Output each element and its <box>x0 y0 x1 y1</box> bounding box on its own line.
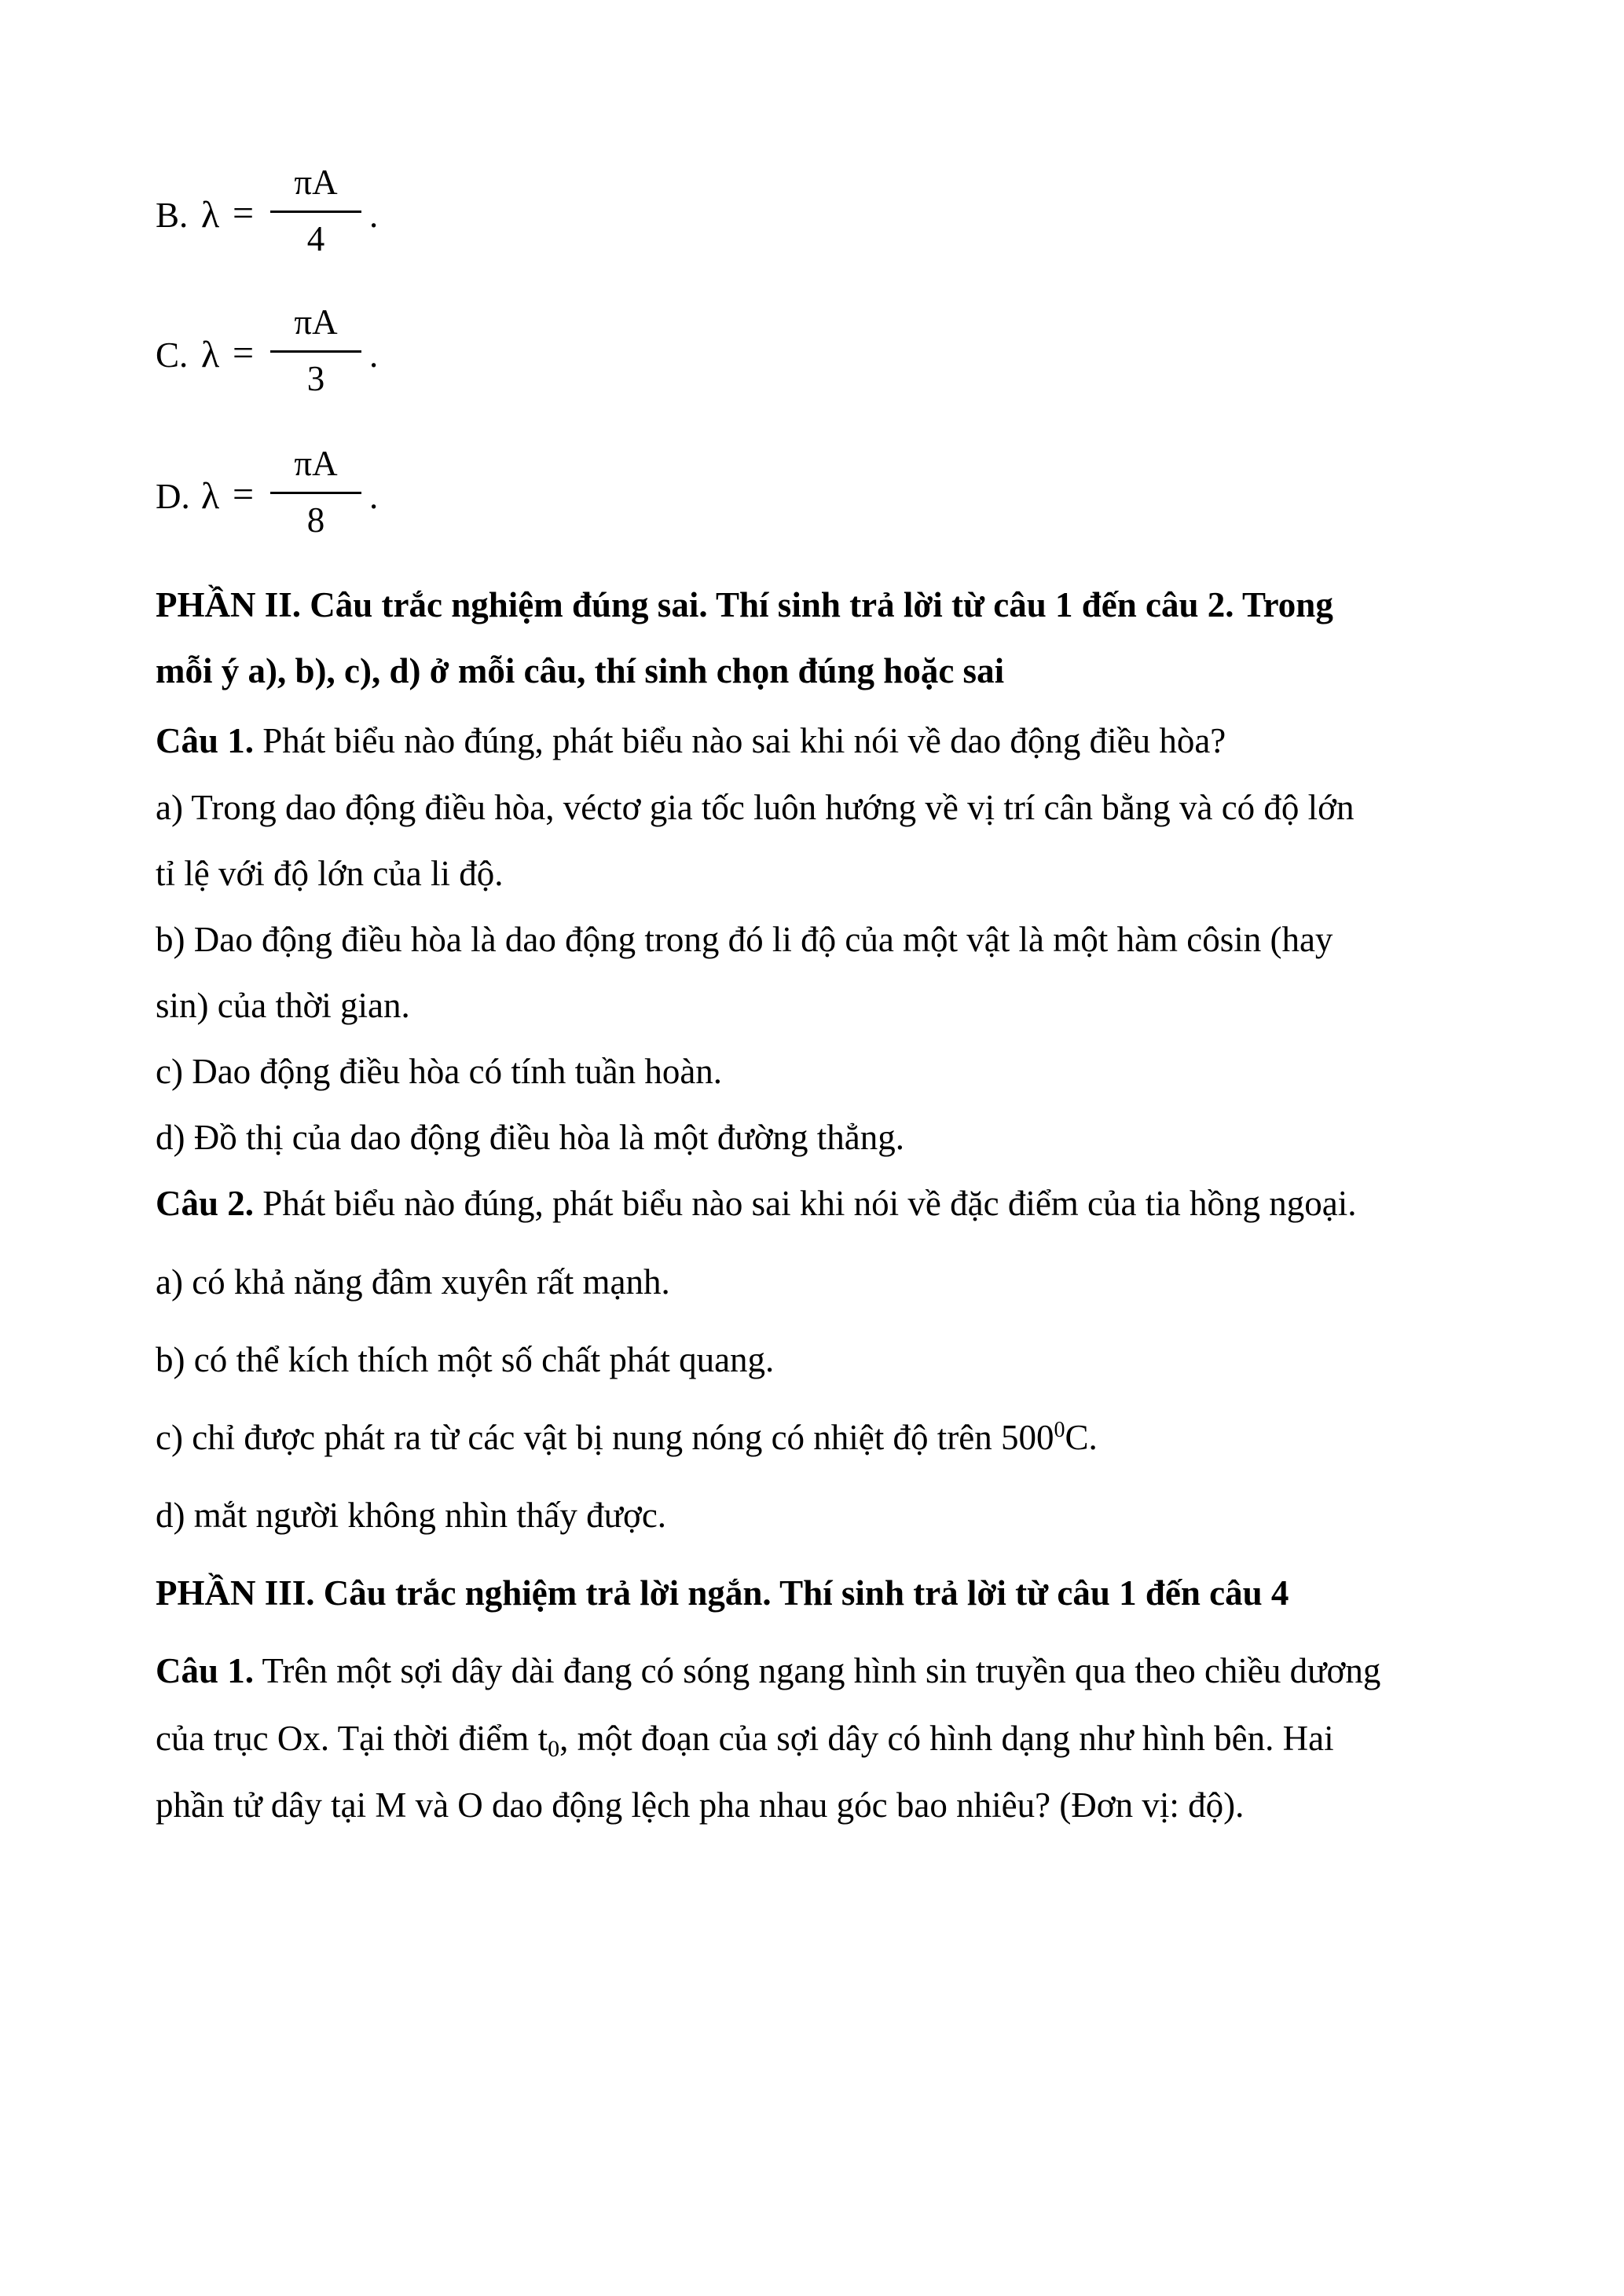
fraction-denominator: 4 <box>306 219 325 258</box>
option-letter: D. <box>156 477 190 516</box>
fraction-numerator: πA <box>294 444 338 483</box>
statement-b: b) có thể kích thích một số chất phát quang. <box>156 1340 775 1379</box>
statement-d: d) mắt người không nhìn thấy được. <box>156 1496 667 1535</box>
degree-superscript: 0 <box>1054 1418 1065 1442</box>
part3-question1-line2 <box>156 1716 1334 1760</box>
question-text-post: , một đoạn của sợi dây có hình dạng như hình bên. Hai <box>559 1719 1334 1758</box>
question-label: Câu 2. <box>156 1184 255 1223</box>
option-period: . <box>369 477 379 516</box>
question-text: Phát biểu nào đúng, phát biểu nào sai khi nói về đặc điểm của tia hồng ngoại. <box>254 1184 1357 1223</box>
statement-c-text: c) chỉ được phát ra từ các vật bị nung nóng có nhiệt độ trên 500 <box>156 1418 1054 1457</box>
statement-a: a) có khả năng đâm xuyên rất mạnh. <box>156 1262 670 1302</box>
part3-heading: PHẦN III. Câu trắc nghiệm trả lời ngắn. Thí sinh trả lời từ câu 1 đến câu 4 <box>156 1573 1289 1613</box>
equals-sign: = <box>233 474 255 515</box>
fraction-denominator: 8 <box>306 500 325 540</box>
equals-sign: = <box>233 332 255 374</box>
fraction <box>267 297 365 407</box>
lambda-symbol: λ <box>201 334 220 375</box>
option-period: . <box>369 335 379 375</box>
fraction <box>267 157 365 267</box>
fraction-bar <box>270 350 361 353</box>
fraction-numerator: πA <box>294 163 338 202</box>
lambda-symbol: λ <box>201 475 220 517</box>
part2-heading-line2: mỗi ý a), b), c), d) ở mỗi câu, thí sinh chọn đúng hoặc sai <box>156 651 1005 690</box>
part3-question1-line3: phần tử dây tại M và O dao động lệch pha nhau góc bao nhiêu? (Đơn vị: độ). <box>156 1785 1245 1825</box>
statement-c: c) Dao động điều hòa có tính tuần hoàn. <box>156 1052 723 1091</box>
fraction-bar <box>270 211 361 213</box>
lambda-symbol: λ <box>201 194 220 236</box>
part3-question1-line1 <box>156 1649 1380 1693</box>
fraction-denominator: 3 <box>306 359 325 398</box>
equals-sign: = <box>233 192 255 234</box>
statement-a-line2: tỉ lệ với độ lớn của li độ. <box>156 854 504 893</box>
fraction-bar <box>270 492 361 494</box>
part2-question2 <box>156 1181 1356 1225</box>
fraction-numerator: πA <box>294 302 338 342</box>
question-text: Phát biểu nào đúng, phát biểu nào sai khi nói về dao động điều hòa? <box>254 721 1226 760</box>
statement-a-line1: a) Trong dao động điều hòa, véctơ gia tốc luôn hướng về vị trí cân bằng và có độ lớn <box>156 788 1355 827</box>
question-text-pre: của trục Ox. Tại thời điểm t <box>156 1719 548 1758</box>
statement-b-line1: b) Dao động điều hòa là dao động trong đó li độ của một vật là một hàm côsin (hay <box>156 920 1333 959</box>
option-letter: B. <box>156 196 189 235</box>
question-text: Trên một sợi dây dài đang có sóng ngang hình sin truyền qua theo chiều dương <box>254 1651 1381 1690</box>
fraction <box>267 438 365 548</box>
statement-c <box>156 1415 1098 1459</box>
option-letter: C. <box>156 335 189 375</box>
question-label: Câu 1. <box>156 721 255 760</box>
part2-question1 <box>156 719 1226 763</box>
statement-d: d) Đồ thị của dao động điều hòa là một đường thẳng. <box>156 1118 904 1157</box>
part2-heading-line1: PHẦN II. Câu trắc nghiệm đúng sai. Thí sinh trả lời từ câu 1 đến câu 2. Trong <box>156 585 1333 624</box>
question-label: Câu 1. <box>156 1651 255 1690</box>
option-period: . <box>369 196 379 235</box>
statement-c-unit: C. <box>1065 1418 1098 1457</box>
statement-b-line2: sin) của thời gian. <box>156 986 410 1025</box>
time-subscript: 0 <box>548 1736 560 1762</box>
